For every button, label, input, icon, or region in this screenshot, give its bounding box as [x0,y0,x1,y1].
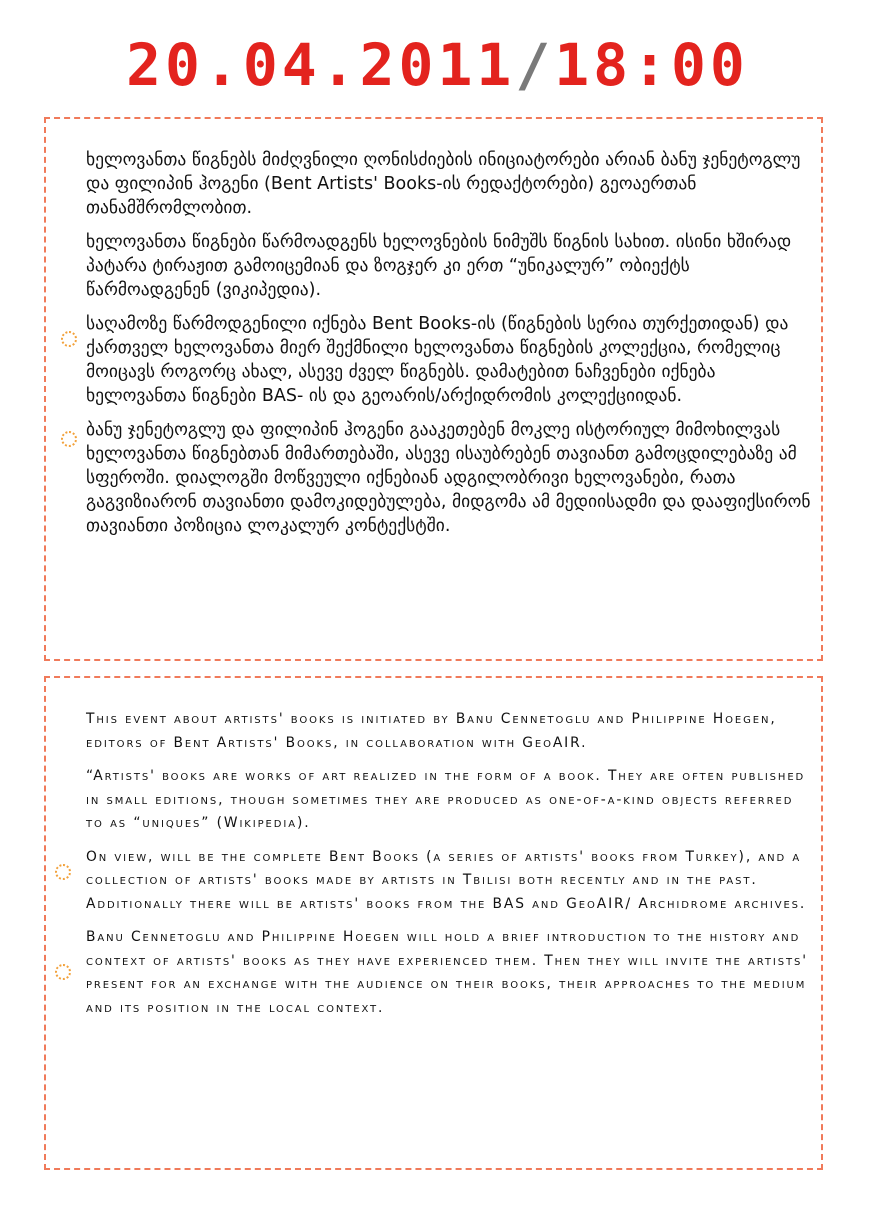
dotted-circle-icon [61,331,77,347]
georgian-paragraph: ხელოვანთა წიგნები წარმოადგენს ხელოვნების ნიმუშს წიგნის სახით. ისინი ხშირად პატარა ტირაჟით გამოიცემიან და ზოგჯერ კი ერთ “უნიკალურ” ობიექტს წარმოადგენენ (ვიკიპედია). [86,232,792,300]
georgian-paragraph: ხელოვანთა წიგნებს მიძღვნილი ღონისძიების ინიციატორები არიან ბანუ ჯენეტოგლუ და ფილიპინ ჰოგენი (Bent Artists' Books-ის რედაქტორები) გეოაერთან თანამშრომლობით. [86,150,801,218]
georgian-paragraph: ბანუ ჯენეტოგლუ და ფილიპინ ჰოგენი გააკეთებენ მოკლე ისტორიულ მიმოხილვას ხელოვანთა წიგნებთან მიმართებაში, ასევე ისაუბრებენ თავიანთ გამოცდილებაზე ამ სფეროში. დიალოგში მოწვეული იქნებიან ადგილობრივი ხელოვანები, რათა გაგვიზიარონ თავიანთი დამოკიდებულება, მიდგომა ამ მედიისადმი და დააფიქსირონ თავიანთი პოზიცია ლოკალურ კონტექსტში. [86,420,811,536]
dotted-circle-icon [55,964,71,980]
event-datetime-header [0,31,875,99]
event-datetime [126,31,749,99]
english-paragraph: This event about artists' books is initiated by Banu Cennetoglu and Philippine Hoegen, editors of Bent Artists' Books, in collaboration with GeoAIR. [86,711,777,751]
english-paragraph: “Artists' books are works of art realized in the form of a book. They are often published in small editions, though sometimes they are produced as one-of-a-kind objects referred to as “uniques” (Wikipedia). [86,768,806,831]
english-paragraph: On view, will be the complete Bent Books (a series of artists' books from Turkey), and a collection of artists' books made by artists in Tbilisi both recently and in the past. Additionally there will be artists' books from the BAS and GeoAIR/ Archidrome archives. [86,848,807,912]
date-time-separator: / [515,31,555,99]
dotted-circle-icon [55,864,71,880]
english-paragraph: Banu Cennetoglu and Philippine Hoegen will hold a brief introduction to the history and context of artists' books as they have experienced them. Then they will invite the artists' present for an exchange with the audience on their books, their approaches to the medium and its position in the local context. [86,929,808,1016]
georgian-paragraph: საღამოზე წარმოდგენილი იქნება Bent Books-ის (წიგნების სერია თურქეთიდან) და ქართველ ხელოვანთა მიერ შექმნილი ხელოვანთა წიგნების კოლექცია, რომელიც მოიცავს როგორც ახალ, ასევე ძველ წიგნებს. დამატებით ნაჩვენები იქნება ხელოვანთა წიგნები BAS- ის და გეოარის/არქიდრომის კოლექციიდან. [86,314,789,406]
event-date: 20.04.2011 [126,31,516,99]
english-description [86,708,816,1030]
georgian-description [86,148,816,548]
dotted-circle-icon [61,431,77,447]
event-time: 18:00 [554,31,749,99]
